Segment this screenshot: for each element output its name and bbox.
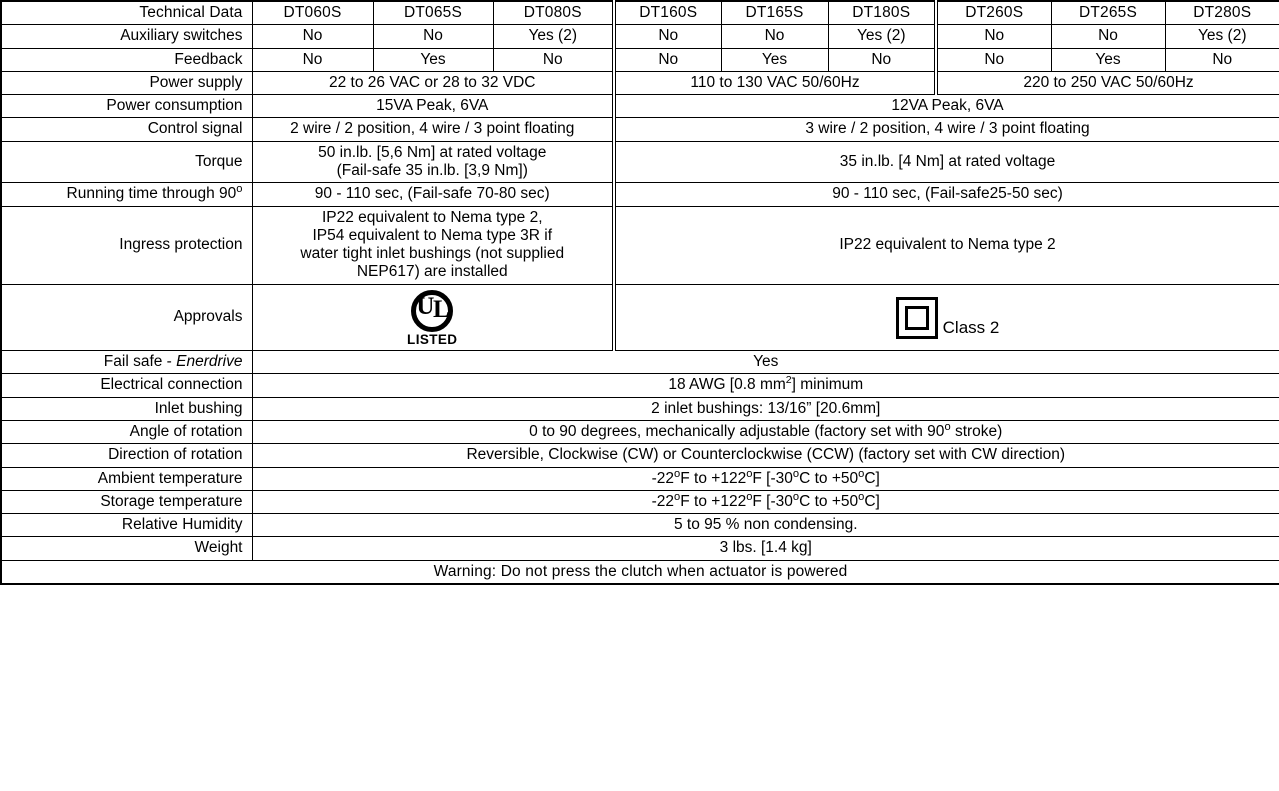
cell-angle-of-rotation-value [252,421,1279,444]
cell-power-supply-group-a: 22 to 26 VAC or 28 to 32 VDC [252,71,614,94]
row-label-approvals: Approvals [1,284,252,351]
ingress-line-3: water tight inlet bushings (not supplied [300,245,565,263]
row-label-control-signal: Control signal [1,118,252,141]
cell-control-signal-group-bc: 3 wire / 2 position, 4 wire / 3 point floating [614,118,1279,141]
row-label-electrical-connection: Electrical connection [1,374,252,397]
temp-part-3: F [-30 [752,469,793,487]
temp-part-2: F to +122 [680,469,747,487]
table-row-ambient-temperature [1,467,1279,490]
running-time-label-text: Running time through 90 [66,185,237,203]
table-row-weight [1,537,1279,560]
cell-inlet-bushing-value: 2 inlet bushings: 13/16” [20.6mm] [252,397,1279,420]
cell-ambient-temperature-value [252,467,1279,490]
cell-feedback-dt265s: Yes [1051,48,1165,71]
column-header-dt180s: DT180S [828,1,936,25]
cell-power-supply-group-c: 220 to 250 VAC 50/60Hz [936,71,1279,94]
warning-text: Warning: Do not press the clutch when actuator is powered [1,560,1279,584]
angle-text-post: stroke) [950,423,1003,440]
fail-safe-brand: Enerdrive [176,353,243,371]
temp-part-5: C] [864,469,880,487]
cell-aux-dt265s: No [1051,25,1165,48]
row-label-torque: Torque [1,141,252,183]
cell-torque-group-bc: 35 in.lb. [4 Nm] at rated voltage [614,141,1279,183]
cell-running-time-group-a: 90 - 110 sec, (Fail-safe 70-80 sec) [252,183,614,206]
cell-aux-dt060s: No [252,25,373,48]
table-header-row [1,1,1279,25]
row-label-auxiliary-switches: Auxiliary switches [1,25,252,48]
table-row-torque [1,141,1279,183]
temp-part-1: -22 [651,469,675,487]
class2-label: Class 2 [942,317,1000,337]
cell-feedback-dt065s: Yes [373,48,493,71]
cell-feedback-dt165s: Yes [721,48,828,71]
cell-ingress-group-bc: IP22 equivalent to Nema type 2 [614,206,1279,284]
temp-part-4: C to +50 [799,492,859,510]
column-header-dt060s: DT060S [252,1,373,25]
column-header-dt280s: DT280S [1165,1,1279,25]
ingress-line-4: NEP617) are installed [356,263,508,281]
degree-symbol: o [236,183,243,196]
degree-symbol: o [746,467,753,480]
cell-direction-of-rotation-value: Reversible, Clockwise (CW) or Counterclockwise (CCW) (factory set with CW direction) [252,444,1279,467]
table-row-storage-temperature [1,490,1279,513]
temp-part-1: -22 [651,492,675,510]
degree-symbol: o [792,490,800,503]
cell-running-time-group-bc: 90 - 110 sec, (Fail-safe25-50 sec) [614,183,1279,206]
table-row-approvals [1,284,1279,351]
cell-aux-dt065s: No [373,25,493,48]
angle-text-pre: 0 to 90 degrees, mechanically adjustable (factory set with 90 [529,423,945,440]
class2-icon [896,297,1000,339]
cell-ingress-group-a [252,206,614,284]
cell-feedback-dt280s: No [1165,48,1279,71]
ingress-line-1: IP22 equivalent to Nema type 2, [321,208,543,226]
cell-feedback-dt080s: No [493,48,614,71]
row-label-feedback: Feedback [1,48,252,71]
degree-symbol: o [746,490,753,503]
ul-circle-icon [411,290,453,332]
temp-part-5: C] [864,492,880,510]
table-row-warning [1,560,1279,584]
double-insulation-square-icon [896,297,938,339]
table-row-fail-safe [1,351,1279,374]
column-header-dt165s: DT165S [721,1,828,25]
cell-power-consumption-group-a: 15VA Peak, 6VA [252,95,614,118]
cell-approvals-class2 [614,284,1279,351]
row-label-inlet-bushing: Inlet bushing [1,397,252,420]
torque-line-2: (Fail-safe 35 in.lb. [3,9 Nm]) [336,161,528,179]
cell-feedback-dt260s: No [936,48,1051,71]
cell-feedback-dt180s: No [828,48,936,71]
row-label-storage-temperature: Storage temperature [1,490,252,513]
cell-aux-dt260s: No [936,25,1051,48]
cell-relative-humidity-value: 5 to 95 % non condensing. [252,514,1279,537]
cell-aux-dt180s: Yes (2) [828,25,936,48]
table-row-direction-of-rotation [1,444,1279,467]
table-row-relative-humidity [1,514,1279,537]
torque-line-1: 50 in.lb. [5,6 Nm] at rated voltage [318,143,547,161]
row-label-relative-humidity: Relative Humidity [1,514,252,537]
cell-storage-temperature-value [252,490,1279,513]
cell-control-signal-group-a: 2 wire / 2 position, 4 wire / 3 point floating [252,118,614,141]
table-row-ingress-protection [1,206,1279,284]
table-row-feedback [1,48,1279,71]
table-row-power-supply [1,71,1279,94]
cell-torque-group-a [252,141,614,183]
cell-aux-dt080s: Yes (2) [493,25,614,48]
cell-aux-dt280s: Yes (2) [1165,25,1279,48]
row-label-fail-safe [1,351,252,374]
ul-letter-u: U [416,293,433,321]
table-row-auxiliary-switches [1,25,1279,48]
row-label-power-supply: Power supply [1,71,252,94]
ul-letter-l: L [432,296,449,324]
degree-symbol: o [674,467,681,480]
row-label-angle-of-rotation: Angle of rotation [1,421,252,444]
cell-weight-value: 3 lbs. [1.4 kg] [252,537,1279,560]
table-row-control-signal [1,118,1279,141]
table-row-running-time [1,183,1279,206]
degree-symbol: o [792,467,800,480]
cell-feedback-dt060s: No [252,48,373,71]
column-header-dt080s: DT080S [493,1,614,25]
fail-safe-label-text: Fail safe - [103,353,177,371]
degree-symbol: o [858,490,865,503]
table-title: Technical Data [1,1,252,25]
temp-part-2: F to +122 [680,492,747,510]
column-header-dt260s: DT260S [936,1,1051,25]
table-row-inlet-bushing [1,397,1279,420]
cell-aux-dt165s: No [721,25,828,48]
row-label-power-consumption: Power consumption [1,95,252,118]
row-label-running-time [1,183,252,206]
row-label-direction-of-rotation: Direction of rotation [1,444,252,467]
cell-power-consumption-group-bc: 12VA Peak, 6VA [614,95,1279,118]
table-row-power-consumption [1,95,1279,118]
inner-square-icon [905,306,929,330]
table-row-electrical-connection [1,374,1279,397]
awg-text-pre: 18 AWG [0.8 mm [668,376,786,394]
awg-text-post: ] minimum [791,376,864,394]
superscript-two: 2 [785,374,792,387]
cell-feedback-dt160s: No [614,48,721,71]
cell-electrical-connection-value [252,374,1279,397]
column-header-dt265s: DT265S [1051,1,1165,25]
ul-listed-text: LISTED [407,331,458,347]
row-label-ingress-protection: Ingress protection [1,206,252,284]
temp-part-4: C to +50 [799,469,859,487]
row-label-weight: Weight [1,537,252,560]
table-row-angle-of-rotation [1,421,1279,444]
degree-symbol: o [674,490,681,503]
row-label-ambient-temperature: Ambient temperature [1,467,252,490]
cell-aux-dt160s: No [614,25,721,48]
cell-approvals-ul [252,284,614,351]
column-header-dt160s: DT160S [614,1,721,25]
temp-part-3: F [-30 [752,492,793,510]
cell-fail-safe-value: Yes [252,351,1279,374]
degree-symbol: o [858,467,865,480]
ingress-line-2: IP54 equivalent to Nema type 3R if [312,226,553,244]
degree-symbol: o [944,420,951,433]
cell-power-supply-group-b: 110 to 130 VAC 50/60Hz [614,71,936,94]
ul-listed-icon [407,290,457,347]
column-header-dt065s: DT065S [373,1,493,25]
